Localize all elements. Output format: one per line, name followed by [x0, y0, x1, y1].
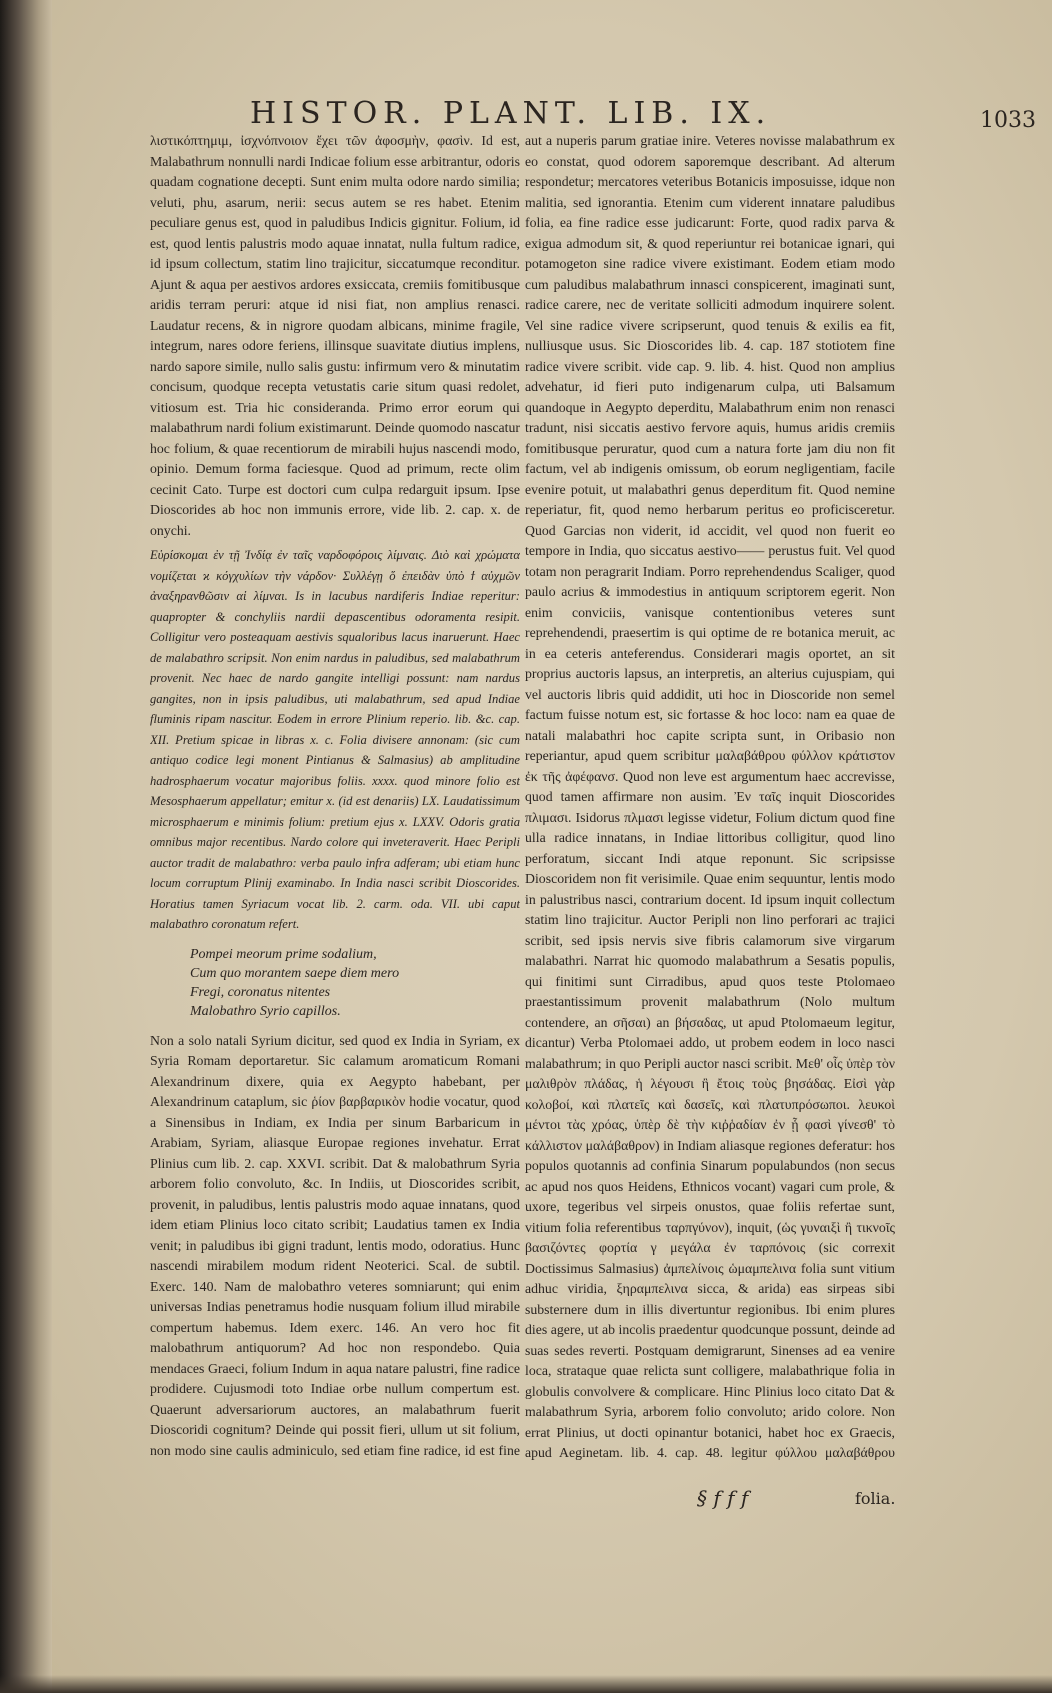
catchword: folia.	[855, 1489, 896, 1508]
paragraph: λιστικόπτημιμ, ἰσχνόπνοιον ἔχει τῶν ἀφοσμὴν, φασὶν. Id est, Malabathrum nonnulli nardi Indicae folium esse arbitrantur, odoris quadam cognatione decepti. Sunt enim multa odore nardo similia; veluti, phu, asarum, nerii: secus autem se res habet. Etenim peculiare genus est, quod in paludibus Indicis gignitur. Folium, id est, quod lentis palustris modo aquae innatat, nulla fultum radice, id ipsum collectum, statim lino trajicitur, siccatumque reconditur. Ajunt & aqua per aestivos ardores exsiccata, cremiis fomitibusque aridis terram peruri: atque id nisi fiat, non amplius renasci. Laudatur recens, & in nigrore quodam albicans, minime fragile, integrum, nares odore feriens, illinsque suavitate diutius implens, nardo sapore simile, nullo salis gustu: infirmum vero & minutatim concisum, quodque recepta vetustatis carie situm quasi redolet, vitiosum est. Tria hic consideranda. Primo error eorum qui malabathrum nardi folium existimarunt. Deinde quomodo nascatur hoc folium, & quae recentiorum de mirabili hujus nascendi modo, opinio. Demum forma faciesque. Quod ad primum, recte olim cecinit Cato. Turpe est doctori cum culpa redarguit ipsum. Ipse Dioscorides ab hoc non immunis errore, vide lib. 2. cap. x. de onychi.	[150, 133, 520, 538]
binding-gutter	[0, 0, 52, 1693]
page-bottom-edge	[0, 1675, 1052, 1693]
running-head: HISTOR. PLANT. LIB. IX.	[250, 96, 772, 131]
paragraph: Non a solo natali Syrium dicitur, sed quod ex India in Syriam, ex Syria Romam deportaretur. Sic calamum aromaticum Romani Alexandrinum dixere, quia ex Aegypto habebant, per Alexandrinum cataplum, sic ῥίον βαρβαρικὸν hodie vocatur, quod a Sinensibus in Indiam, ex India per sinum Barbaricum in Arabiam, Syriam, aliasque Europae regiones invehatur. Errat Plinius cum lib. 2. cap. XXVI. scribit. Dat & malobathrum Syria arborem folio convoluto, &c. In Indiis, ut Dioscorides scribit, provenit, in paludibus, lentis palustris modo aquae innatans, quod idem etiam Plinius loco citato scribit; Laudatius tamen ex India venit; in paludibus ibi gigni tradunt, lentis modo, odoratius. Hunc nascendi mirabilem modum rident Neoterici. Scal. de subtil. Exerc. 140. Nam de malobathro veteres somniarunt; qui enim universas Indias penetramus hodie nusquam folium illud mirabile compertum habemus. Idem exerc. 146. An vero hoc fit malobathrum antiquorum? Ad hoc non respondebo. Quia mendaces Graeci, folium Indum in aqua natare palustri, fine radice prodidere. Cujusmodi toto Indiae orbe nullum compertum est. Quaerunt adversariorum auctores, an malabathrum fuerit Dioscoridi cognitum? Deinde qui possit fieri, ullum ut sit folium, non modo sine caulis adminiculo, sed etiam fine radice, id est fine	[150, 1032, 520, 1458]
verse-quotation	[190, 945, 520, 1021]
verse-line: Pompei meorum prime sodalium,	[190, 946, 377, 962]
right-column	[525, 131, 895, 1461]
left-column	[150, 131, 520, 1461]
page-number: 1033	[980, 108, 1036, 133]
verse-line: Malobathro Syrio capillos.	[190, 1003, 341, 1019]
paragraph: aut a nuperis parum gratiae inire. Veteres novisse malabathrum ex eo constat, quod odorem saporemque describant. Ad alterum respondetur; mercatores veteribus Botanicis imposuisse, idque non malitia, sed ignorantia. Etenim cum viderent innatare paludibus folia, ea fine radice esse judicarunt: Forte, quod radix parva & exigua admodum sit, & quod reperiuntur rei botanicae ignari, qui potamogeton sine radice vivere existimant. Eodem etiam modo cum paludibus malabathrum innasci conspicerent, imaginati sunt, radice carere, nec de veritate solliciti admodum inquirere solent. Vel sine radice vivere scripserunt, quod tenuis & exilis ea fit, nulliusque usus. Sic Dioscorides lib. 4. cap. 187 stotiotem fine radice vivere scribit. vide cap. 9. lib. 4. hist. Quod non amplius advehatur, id fieri puto indigenarum culpa, uti Balsamum quandoque in Aegypto deperditu, Malabathrum enim non renasci tradunt, nisi siccatis aestivo fervore aquis, humus aridis cremiis fomitibusque peruratur, quod cum a natura forte jam diu non fit factum, vel ab indigenis omissum, ob eorum negligentiam, facile evenire potuit, ut malabathri genus deperditum fit. Quod nemine reperiatur, fit, quod nemo herbarum peritus eo proficisceretur. Quod Garcias non viderit, id accidit, vel quod non fuerit eo tempore in India, quo siccatus aestivo—— perustus fuit. Vel quod totam non peragrarit Indiam. Porro reprehendendus Scaliger, quod paulo acrius & immodestius in antiquum scriptorem egerit. Non enim conviciis, vanisque contentionibus veteres sunt reprehendendi, praesertim is qui optime de re botanica meruit, ac in ea ceteris anteferendus. Considerari magis oportet, an sit proprius auctoris lapsus, an interpretis, an alterius cujuspiam, qui vel auctoris libris quid addidit, uti hoc in Dioscoride non semel factum fuisse notum est, sic fortasse & hoc loco: nam ea quae de natali malabathri hoc capite scripta sunt, in Oribasio non reperiantur, apud quem scribitur μαλαβάθρου φύλλον κράτιστον ἐκ τῆς ἀφέφανσ. Quod non leve est argumentum haec accrevisse, quod tamen affirmare non ausim. Ἐν ταῖς inquit Dioscorides πλιμασι. Isidorus πλμασι legisse videtur, Folium dictum quod fine ulla radice innatans, in Indiae littoribus colligitur, quod lino perforatum, siccant Indi atque reponunt. Sic scripsisse Dioscoridem non fit verisimile. Quae enim sequuntur, lentis modo in palustribus nasci, contrarium docent. Id ipsum inquit collectum statim lino trajicitur. Auctor Peripli non lino perforari ac trajici scribit, sed ipsis nervis sive fibris calamorum sive virgarum malabathri. Narrat hic quomodo malabathrum a Sesatis populis, qui finitimi sunt Cirradibus, apud quos teste Ptolomaeo praestantissimum provenit malabathrum (Nolo multum contendere, an σῆσαι) an βήσαδας, ut apud Ptolomaeum legitur, dicantur) Verba Ptolomaei addo, ut probem eodem in loco nasci malabathrum; in quo Peripli auctor nasci scribit. Μεθ' οἷς ὑπὲρ τὸν μαλιθρὸν πλάδας, ἡ λέγουσι ἢ ἔτοις τοὺς βησάδας. Εἰσὶ γὰρ κολοβοί, καὶ πλατεῖς καὶ δασεῖς, καὶ πλατυπρόσωποι. λευκοὶ μέντοι τὰς χρόας, ὑπὲρ δὲ τὴν κιῤῥαδίαν ἐν ᾗ φασὶ γίνεσθ' τὸ κάλλιστον μαλάβαθρον) in Indiam aliasque regiones deferatur: hos populos quotannis ad confinia Sinarum populabundos (non secus ac apud nos quos Heidens, Ethnicos vocant) vagari cum prole, & uxore, tegeribus vel sirpeis onustos, quae foliis refertae sunt, vitium folia referentibus ταρπγύνον), inquit, (ὡς γυναιξὶ ἢ τικνοῖς βασιζόντες φορτία γ μεγάλα ἐν ταρπόνοις (sic correxit Doctissimus Salmasius) ἀμπελίνοις ὡμαμπελινα folia sunt vitium adhuc viridia, ξηραμπελινα sicca, & arida) eas sirpeas sibi substernere dum in illis divertuntur regionibus. Ibi enim plures dies agere, ut ab incolis praedentur quodcunque possunt, deinde ad suas sedes reverti. Postquam demigrarunt, Sinenses ad ea venire loca, strataque quae relicta sunt colligere, malabathrique folia in globulis convolvere & complicare. Hinc Plinius loco citato Dat & malabathrum Syria, arborem folio convoluto; arido colore. Non errat Plinius, ut docti opinantur botanici, habet hoc ex Graecis, apud Aeginetam. lib. 4. cap. 48. legitur φύλλου μαλαβάθρου	[525, 133, 895, 1460]
paragraph: Εὑρίσκομαι ἐν τῇ Ἰνδίᾳ ἐν ταῖς ναρδοφόροις λίμναις. Διὸ καὶ χρώματα νομίζεται ϰ κόγχυλίων τὴν νάρδον· Συλλέγῃ ὅ ἐπειδὰν ὑπὸ ϯ αὐχμῶν ἀναξηρανθῶσιν αἱ λίμναι. Is in lacubus nardiferis Indiae reperitur: quapropter & conchyliis nardii depascentibus odoramenta resipit. Colligitur vero posteaquam aestivis squaloribus lacus inaruerunt. Haec de malabathro scripsit. Non enim nardus in paludibus, sed malabathrum provenit. Nec haec de nardo gangite intelligi possunt: nam nardus gangites, non in ipsis paludibus, uti malabathrum, sed apud Indiae fluminis ripam nascitur. Eodem in errore Plinium reperio. lib. &c. cap. XII. Pretium spicae in libras x. c. Folia divisere annonam: (sic cum antiquo codice legi monent Pintianus & Salmasius) ab amplitudine hadrosphaerum vocatur majoribus foliis. xxxx. quod minore folio est Mesosphaerum appellatur; emitur x. (id est denariis) LX. Laudatissimum microsphaerum e minimis folium: pretium ejus x. LXXV. Odoris gratia omnibus major recentibus. Nardo colore qui inveteraverit. Haec Peripli auctor tradit de malabathro: verba paulo infra adferam; ubi etiam hunc locum corruptum Plinij examinabo. In India nasci scribit Dioscorides. Horatius tamen Syriacum vocat lib. 2. carm. oda. VII. ubi caput malabathro coronatum refert.	[150, 548, 520, 931]
verse-line: Fregi, coronatus nitentes	[190, 984, 331, 1000]
verse-line: Cum quo morantem saepe diem mero	[190, 965, 400, 981]
signature-mark: § f f f	[697, 1486, 749, 1510]
